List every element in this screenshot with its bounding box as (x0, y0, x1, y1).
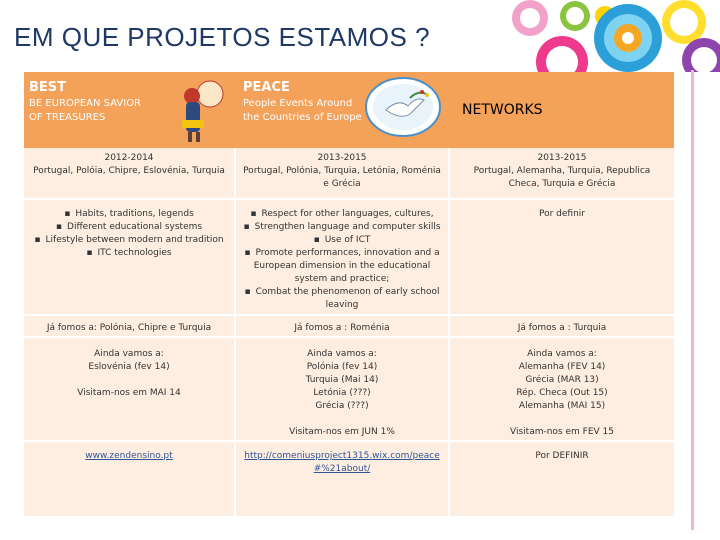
peace-upcoming: Ainda vamos a: Polónia (fev 14) Turquia (Mai 14) Letónia (???) Grécia (???) Visitam-nos em JUN 1% (289, 349, 395, 437)
table-header (24, 72, 674, 148)
list-item: ▪ ITC technologies (24, 247, 234, 260)
decorative-line (691, 70, 694, 530)
networks-visited: Já fomos a : Turquia (517, 323, 607, 333)
list-item: ▪ Lifestyle between modern and tradition (24, 234, 234, 247)
list-item: ▪ Use of ICT (236, 234, 448, 247)
peace-link-cell (236, 450, 448, 476)
header-peace (238, 72, 444, 148)
header-networks-name: NETWORKS (462, 102, 543, 118)
networks-upcoming: Ainda vamos a: Alemanha (FEV 14) Grécia (MAR 13) Rép. Checa (Out 15) Alemanha (MAI 15) Visitam-nos em FEV 15 (510, 349, 614, 437)
list-item: ▪ Different educational systems (24, 221, 234, 234)
peace-visited: Já fomos a : Roménia (294, 323, 390, 333)
header-peace-name: PEACE (243, 80, 290, 95)
row-separator (24, 440, 674, 442)
list-item: ▪ Habits, traditions, legends (24, 208, 234, 221)
best-website-link[interactable]: www.zendensino.pt (85, 451, 173, 461)
list-item: ▪ Combat the phenomenon of early school (236, 286, 448, 299)
header-best (24, 72, 234, 148)
peace-logo-image (364, 76, 442, 138)
networks-dates: 2013-2015 Portugal, Alemanha, Turquia, Republica Checa, Turquia e Grécia (473, 153, 651, 189)
networks-link: Por DEFINIR (535, 451, 589, 461)
peace-topics: ▪ Respect for other languages, cultures, ▪ Strengthen language and computer skills ▪ Use of ICT ▪ Promote performances, innovation and a European dimension in the educational system and practice; ▪ Combat the phenomenon of early school leaving (236, 208, 448, 312)
list-item: ▪ Promote performances, innovation and a (236, 247, 448, 260)
projects-table (24, 72, 674, 516)
best-link-cell (24, 450, 234, 463)
best-topics (24, 208, 234, 260)
row-separator (24, 336, 674, 338)
row-separator (24, 314, 674, 316)
header-best-name: BEST (29, 80, 67, 95)
page-title: EM QUE PROJETOS ESTAMOS ? (14, 22, 431, 52)
list-item: ▪ Respect for other languages, cultures, (236, 208, 448, 221)
peace-website-link[interactable]: http://comeniusproject1315.wix.com/peace (244, 451, 440, 461)
row-separator (24, 198, 674, 200)
peace-dates: 2013-2015 Portugal, Polónia, Turquia, Letónia, Roménia e Grécia (243, 153, 441, 189)
list-item: ▪ Strengthen language and computer skills (236, 221, 448, 234)
header-peace-subtitle: People Events Around the Countries of Europe (243, 98, 362, 123)
best-visited: Já fomos a: Polónia, Chipre e Turquia (46, 323, 212, 333)
header-best-subtitle: BE EUROPEAN SAVIOR OF TREASURES (29, 98, 142, 123)
best-logo-image (172, 76, 228, 144)
best-dates: 2012-2014 Portugal, Polóia, Chipre, Eslovénia, Turquia (33, 153, 225, 176)
networks-topics: Por definir (539, 209, 585, 219)
best-upcoming: Ainda vamos a: Eslovénia (fev 14) Visitam-nos em MAI 14 (77, 349, 181, 398)
peace-website-link-continued[interactable]: #%21about/ (313, 464, 371, 474)
